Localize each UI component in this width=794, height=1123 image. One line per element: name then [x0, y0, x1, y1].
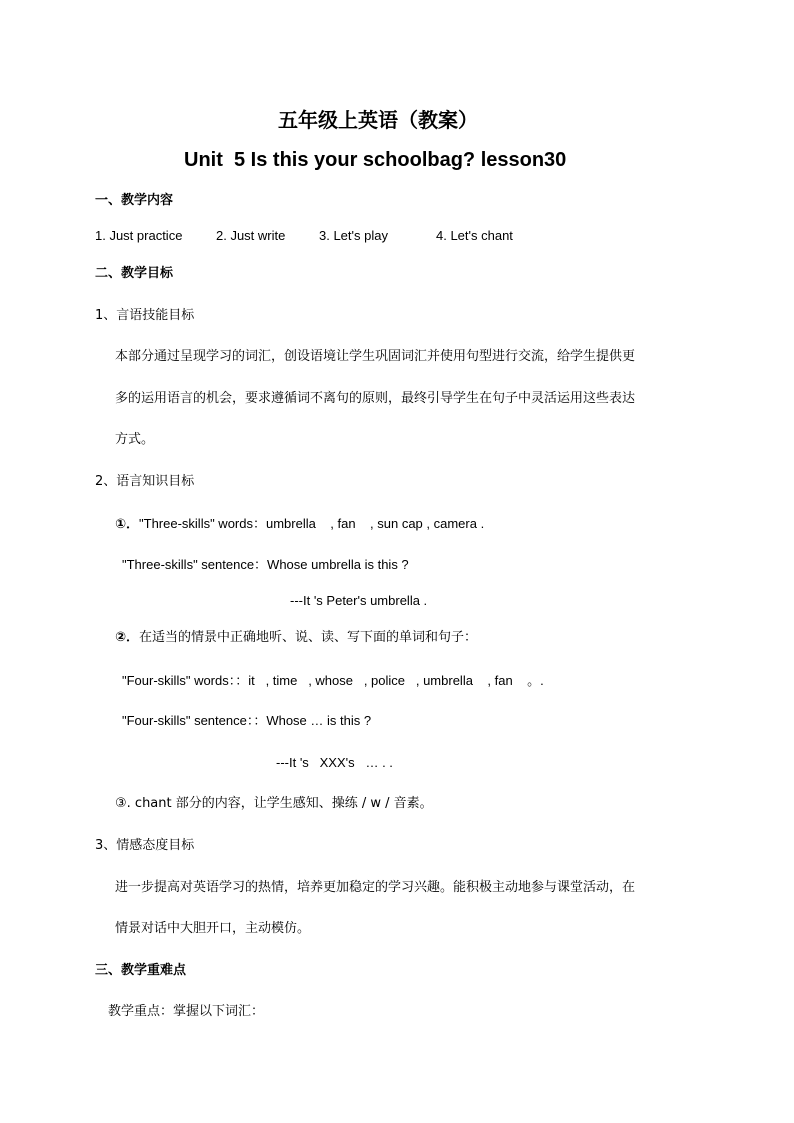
- list-item: ③. chant 部分的内容，让学生感知、操练 / w / 音素。: [115, 796, 433, 811]
- example-answer: ---It 's XXX's … . .: [276, 755, 393, 770]
- content-item-2: 2. Just write: [216, 228, 286, 243]
- page-title: 五年级上英语（教案）: [278, 108, 478, 132]
- paragraph-line: 情景对话中大胆开口，主动模仿。: [115, 921, 311, 936]
- paragraph-line: 多的运用语言的机会，要求遵循词不离句的原则，最终引导学生在句子中灵活运用这些表达: [115, 391, 636, 406]
- key-point-line: 教学重点：掌握以下词汇：: [108, 1004, 265, 1019]
- content-item-3: 3. Let's play: [319, 228, 388, 243]
- list-marker: ②．: [115, 630, 140, 645]
- example-sentence: "Four-skills" sentence：：Whose … is this ?: [122, 713, 372, 728]
- example-answer: ---It 's Peter's umbrella .: [290, 593, 428, 608]
- list-marker: ①．: [115, 516, 140, 531]
- section-heading-goals: 二、教学目标: [95, 266, 174, 281]
- example-sentence: "Three-skills" sentence：Whose umbrella is this ?: [122, 557, 409, 572]
- page-subtitle: Unit 5 Is this your schoolbag? lesson30: [184, 149, 567, 171]
- goal-heading-skills: 1、言语技能目标: [95, 308, 195, 323]
- paragraph-line: 方式。: [115, 432, 155, 447]
- content-item-1: 1. Just practice: [95, 228, 183, 243]
- list-item: [115, 630, 477, 646]
- paragraph-line: 本部分通过呈现学习的词汇，创设语境让学生巩固词汇并使用句型进行交流，给学生提供更: [115, 349, 636, 364]
- list-item-text: "Three-skills" words：umbrella , fan , sun cap , camera .: [139, 516, 485, 531]
- paragraph-line: 进一步提高对英语学习的热情，培养更加稳定的学习兴趣。能积极主动地参与课堂活动，在: [115, 880, 636, 895]
- list-item-text: 在适当的情景中正确地听、说、读、写下面的单词和句子：: [139, 630, 478, 645]
- goal-heading-knowledge: 2、语言知识目标: [95, 474, 195, 489]
- section-heading-content: 一、教学内容: [95, 193, 174, 208]
- list-item: [115, 516, 484, 532]
- word-list: "Four-skills" words：：it , time , whose , police , umbrella , fan 。.: [122, 673, 544, 688]
- section-heading-key-points: 三、教学重难点: [95, 963, 187, 978]
- goal-heading-attitude: 3、情感态度目标: [95, 838, 195, 853]
- content-item-4: 4. Let's chant: [436, 228, 513, 243]
